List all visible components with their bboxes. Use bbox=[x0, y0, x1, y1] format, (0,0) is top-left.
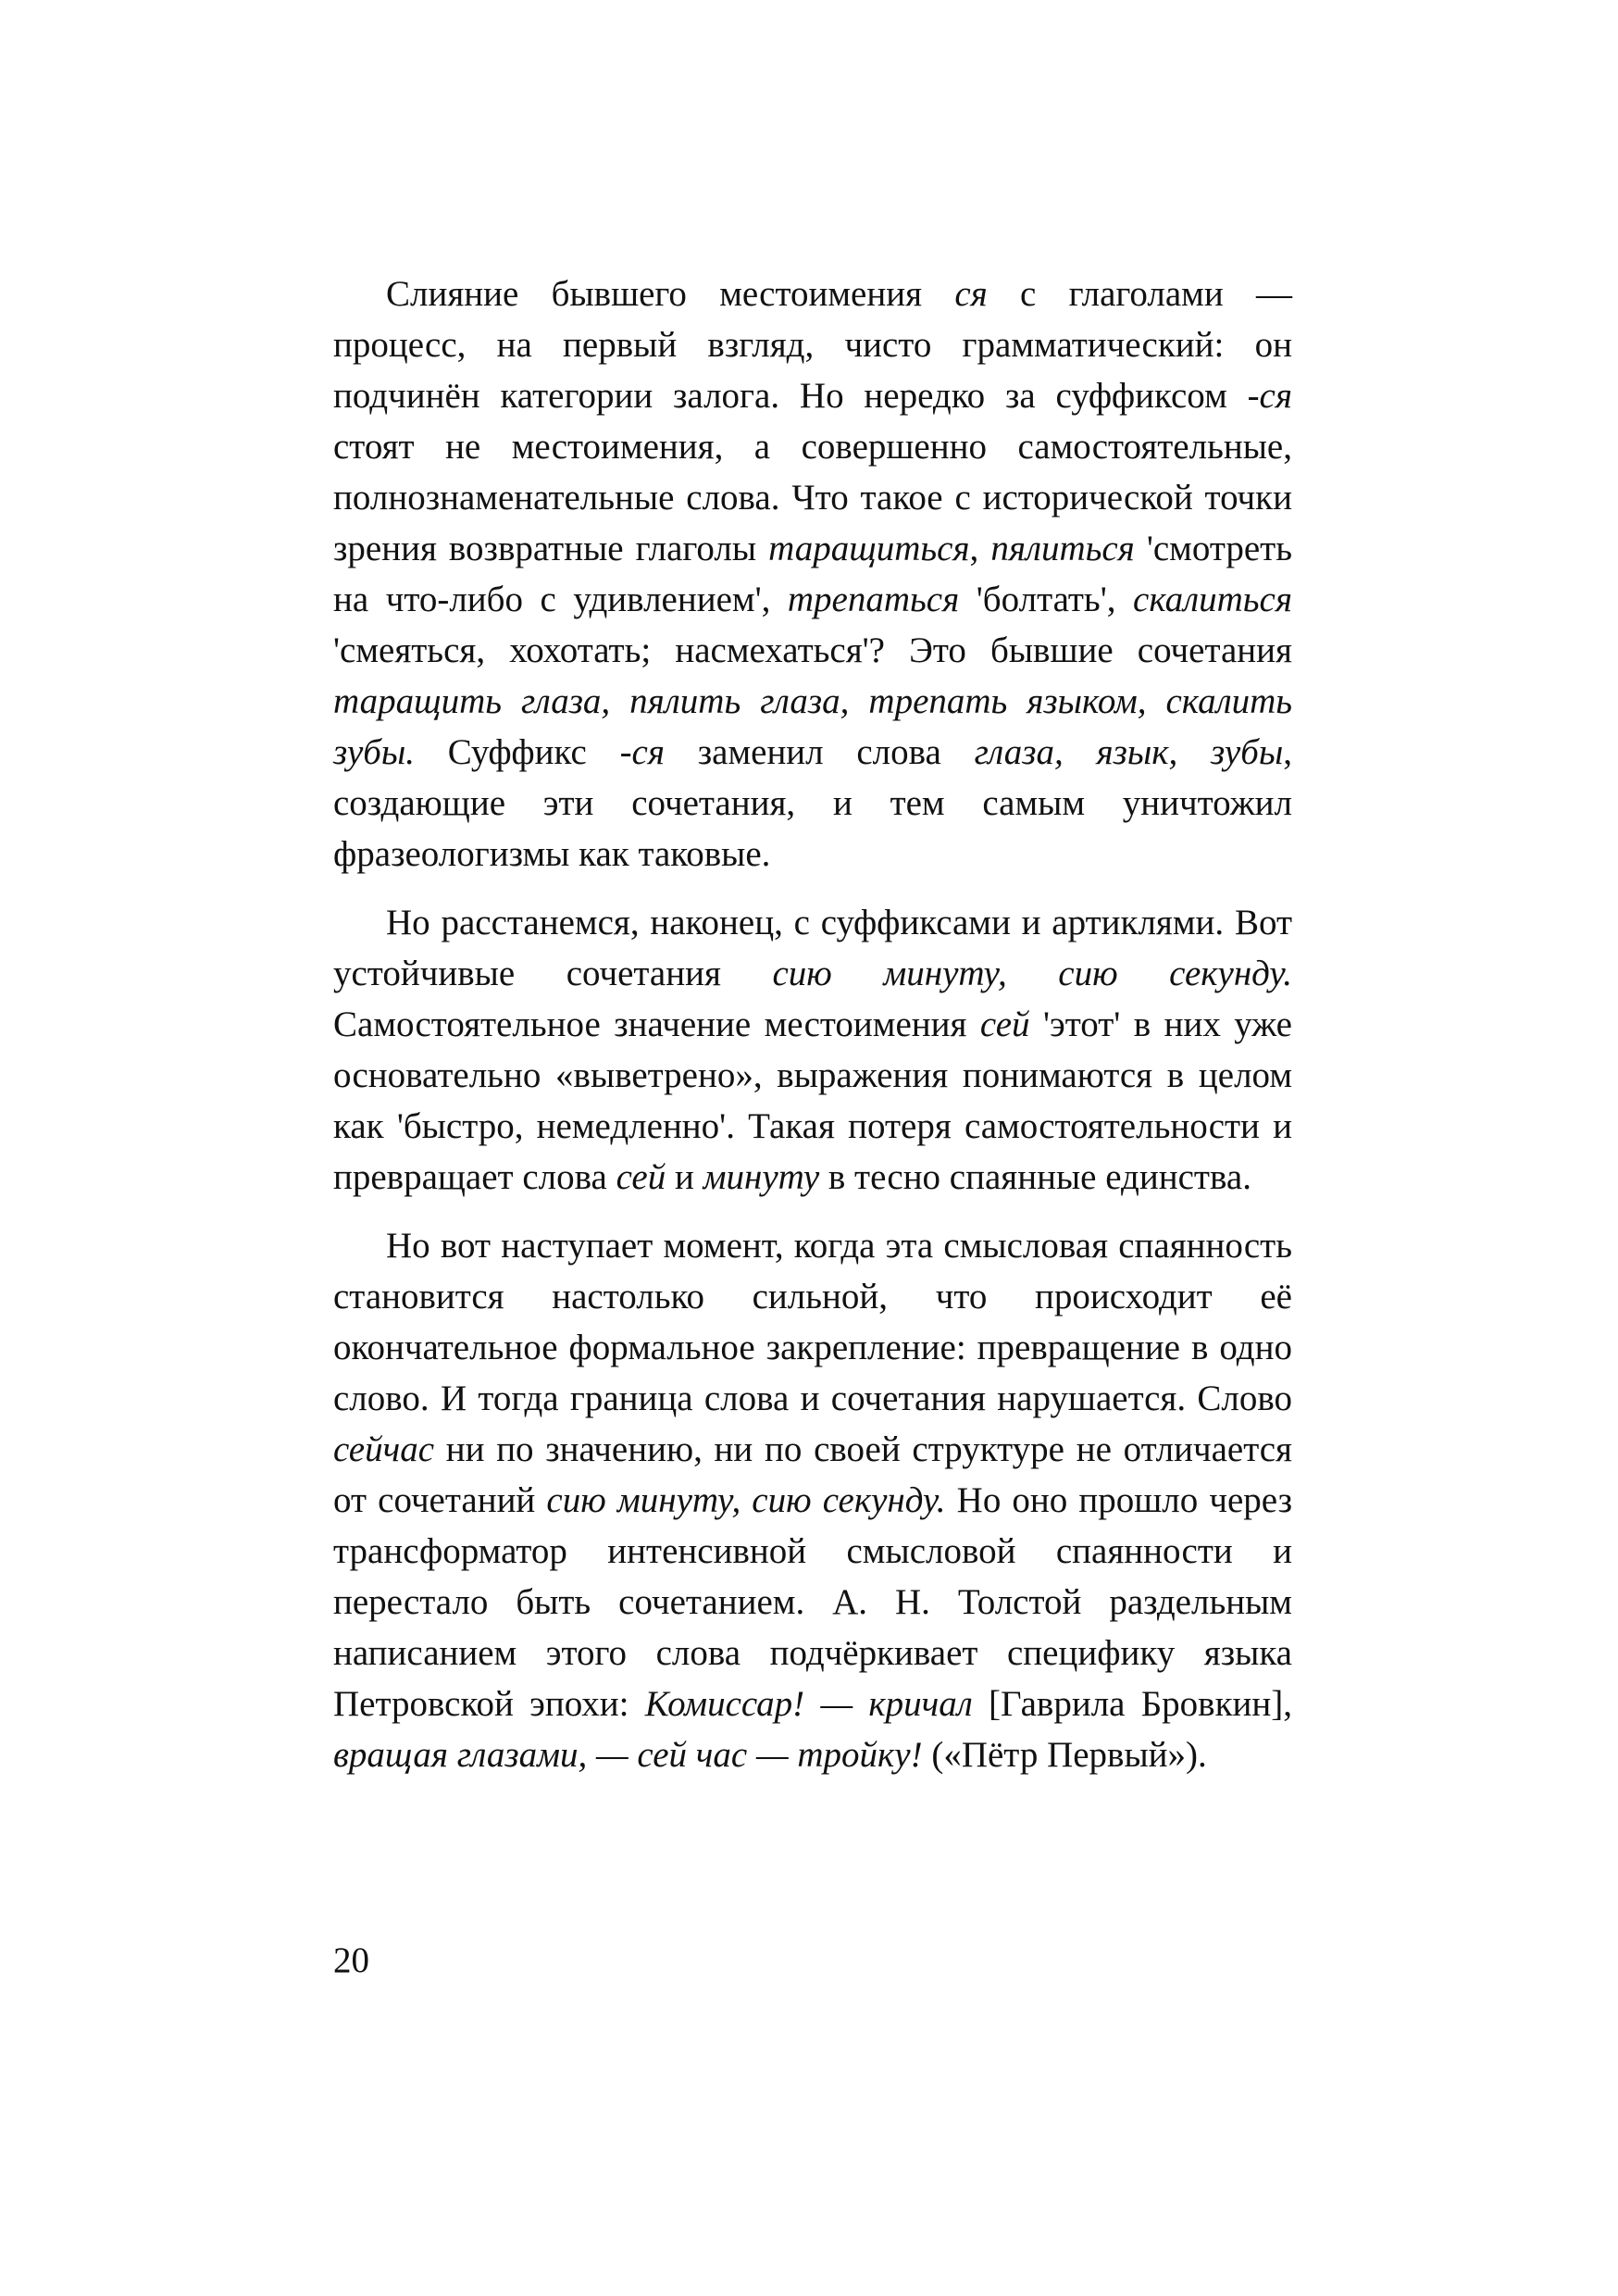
text-run: , bbox=[969, 529, 991, 568]
text-run: 'болтать', bbox=[959, 580, 1134, 619]
italic-text: сей bbox=[979, 1004, 1030, 1044]
italic-text: ся bbox=[954, 274, 988, 314]
italic-text: трепаться bbox=[787, 580, 960, 619]
italic-text: сию минуту, сию секунду. bbox=[546, 1480, 946, 1520]
text-run: Слияние бывшего местоимения bbox=[386, 274, 955, 314]
italic-text: сей bbox=[616, 1157, 666, 1197]
text-run: [Гаврила Бровкин], bbox=[972, 1684, 1292, 1724]
text-run: с глаголами — процесс, на первый взгляд, чисто грамматический: он подчинён категории залога. Но нередко за суффиксом bbox=[333, 274, 1292, 416]
text-run: 'этот' в них уже основательно «выветрено», выражения понимаются в целом как 'быстро, немедленно'. Такая потеря самостоятельности и превращает слова bbox=[333, 1004, 1292, 1197]
text-run: Суффикс bbox=[415, 732, 620, 772]
page-body bbox=[333, 268, 1292, 1798]
text-run: ни по значению, ни по своей структуре не отличается от сочетаний bbox=[333, 1429, 1292, 1520]
italic-text: сию минуту, сию секунду. bbox=[772, 954, 1292, 993]
italic-text: глаза, язык, зубы bbox=[974, 732, 1284, 772]
italic-text: -ся bbox=[1247, 376, 1292, 416]
italic-text: -ся bbox=[619, 732, 665, 772]
italic-text: таращить глаза, пялить глаза, трепать языком, скалить зубы. bbox=[333, 681, 1292, 772]
italic-text: сейчас bbox=[333, 1429, 435, 1469]
italic-text: вращая глазами, — сей час — тройку! bbox=[333, 1735, 923, 1775]
text-run: Но оно прошло через трансформатор интенсивной смысловой спаянности и перестало быть сочетанием. А. Н. Толстой раздельным написанием этого слова подчёркивает специфику языка Петровской эпохи: bbox=[333, 1480, 1292, 1724]
text-run: 'смотреть на что-либо с удивлением', bbox=[333, 529, 1292, 619]
text-run: заменил слова bbox=[665, 732, 975, 772]
text-run: и bbox=[666, 1157, 703, 1197]
italic-text: минуту bbox=[703, 1157, 820, 1197]
paragraph-2 bbox=[333, 897, 1292, 1203]
italic-text: Комиссар! — кричал bbox=[644, 1684, 973, 1724]
italic-text: пялиться bbox=[990, 529, 1135, 568]
text-run: в тесно спаянные единства. bbox=[819, 1157, 1251, 1197]
text-run: стоят не местоимения, а совершенно самостоятельные, полнознаменательные слова. Что такое с исторической точки зрения возвратные глаголы bbox=[333, 427, 1292, 568]
text-run: Но вот наступает момент, когда эта смысловая спаянность становится настолько сильной, что происходит её окончательное формальное закрепление: превращение в одно слово. И тогда граница слова и сочетания нарушается. Слово bbox=[333, 1226, 1292, 1418]
paragraph-3 bbox=[333, 1220, 1292, 1780]
text-run: 'смеяться, хохотать; насмехаться'? Это бывшие сочетания bbox=[333, 630, 1292, 670]
page-number: 20 bbox=[333, 1940, 369, 1980]
text-run: , создающие эти сочетания, и тем самым уничтожил фразеологизмы как таковые. bbox=[333, 732, 1292, 874]
text-run: Самостоятельное значение местоимения bbox=[333, 1004, 980, 1044]
italic-text: таращиться bbox=[768, 529, 970, 568]
text-run: («Пётр Первый»). bbox=[922, 1735, 1207, 1775]
italic-text: скалиться bbox=[1133, 580, 1292, 619]
text-run: Но расстанемся, наконец, с суффиксами и артиклями. Вот устойчивые сочетания bbox=[333, 903, 1292, 993]
paragraph-1 bbox=[333, 268, 1292, 880]
